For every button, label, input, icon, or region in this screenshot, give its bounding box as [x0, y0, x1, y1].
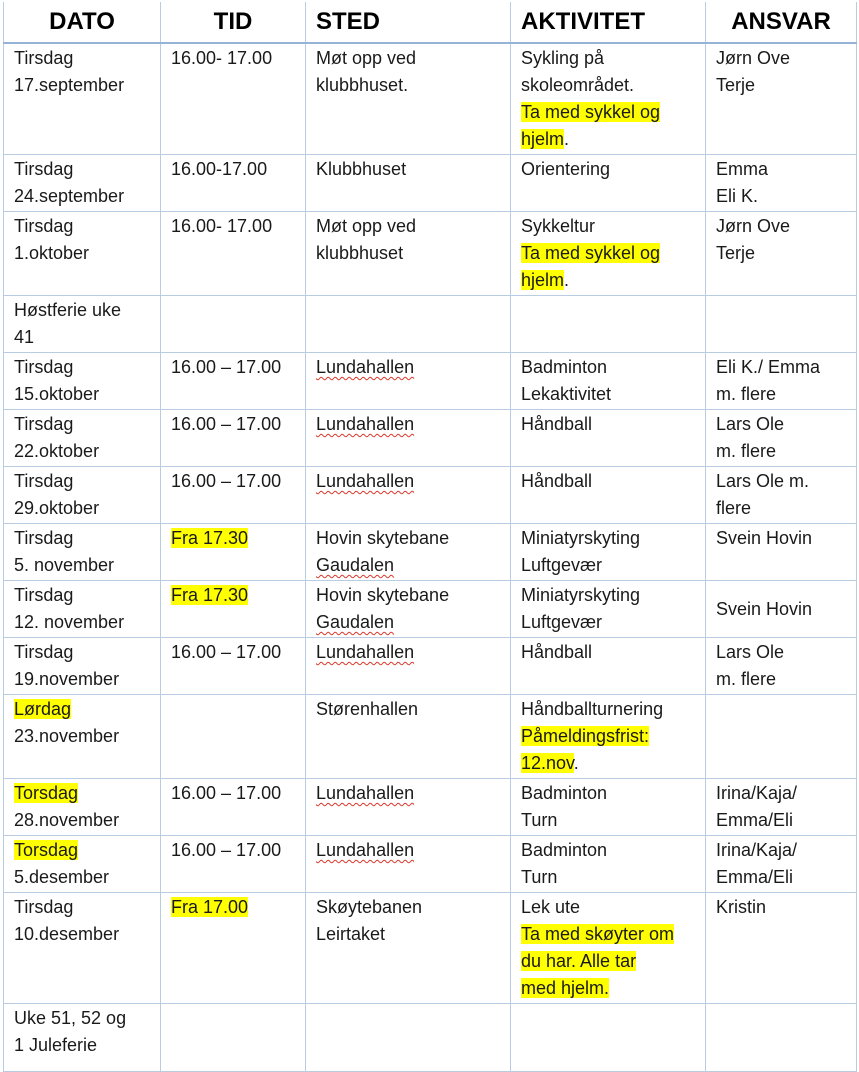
dato-day: Torsdag [14, 840, 79, 860]
sted-text: Lundahallen [316, 840, 415, 860]
sted-line2: Gaudalen [316, 612, 395, 632]
cell-aktivitet: Orientering [511, 155, 706, 212]
dato-day: Torsdag [14, 783, 79, 803]
ansvar-text: Lars Ole m. flere [716, 642, 785, 689]
cell-tid: 16.00 – 17.00 [161, 779, 306, 836]
table-row [4, 155, 857, 212]
cell-dato: Tirsdag 22.oktober [4, 410, 161, 467]
cell-aktivitet: Badminton Lekaktivitet [511, 353, 706, 410]
cell-dato: Tirsdag 10.desember [4, 893, 161, 1004]
cell-aktivitet: Miniatyrskyting Luftgevær [511, 581, 706, 638]
aktivitet-note-tail: . [564, 129, 570, 149]
cell-tid: 16.00 – 17.00 [161, 836, 306, 893]
cell-dato: Tirsdag 24.september [4, 155, 161, 212]
cell-sted: Møt opp ved klubbhuset. [306, 43, 511, 155]
table-row [4, 695, 857, 779]
cell-aktivitet: Håndball [511, 467, 706, 524]
cell-sted [306, 1004, 511, 1072]
cell-ansvar: Emma Eli K. [706, 155, 857, 212]
cell-ansvar [706, 1004, 857, 1072]
cell-sted [306, 524, 511, 581]
cell-tid [161, 695, 306, 779]
cell-tid [161, 893, 306, 1004]
cell-dato: Tirsdag 19.november [4, 638, 161, 695]
aktivitet-note: Ta med sykkel og hjelm [521, 243, 661, 290]
cell-ansvar: Jørn Ove Terje [706, 43, 857, 155]
cell-aktivitet [511, 1004, 706, 1072]
cell-aktivitet [511, 893, 706, 1004]
cell-sted [306, 779, 511, 836]
cell-sted: Størenhallen [306, 695, 511, 779]
schedule-table [3, 2, 857, 1072]
sted-text: Lundahallen [316, 642, 415, 662]
cell-ansvar: Lars Ole m. flere [706, 467, 857, 524]
cell-sted [306, 581, 511, 638]
table-row [4, 467, 857, 524]
sted-text: Lundahallen [316, 471, 415, 491]
cell-ansvar [706, 695, 857, 779]
cell-dato: Tirsdag 15.oktober [4, 353, 161, 410]
cell-ansvar: Jørn Ove Terje [706, 212, 857, 296]
cell-sted [306, 467, 511, 524]
sted-line2: Gaudalen [316, 555, 395, 575]
aktivitet-note: Ta med skøyter om du har. Alle tar med hjelm. [521, 924, 675, 998]
cell-ansvar: Kristin [706, 893, 857, 1004]
cell-sted [306, 353, 511, 410]
sted-text: Lundahallen [316, 783, 415, 803]
aktivitet-note-tail: . [573, 753, 579, 773]
table-row [4, 296, 857, 353]
cell-aktivitet: Badminton Turn [511, 779, 706, 836]
cell-dato: Tirsdag 5. november [4, 524, 161, 581]
table-row [4, 581, 857, 638]
ansvar-text: Svein Hovin [716, 598, 813, 619]
header-aktivitet: AKTIVITET [511, 2, 706, 43]
cell-dato: Tirsdag 29.oktober [4, 467, 161, 524]
cell-aktivitet [511, 43, 706, 155]
cell-dato [4, 779, 161, 836]
dato-date: 28.november [14, 810, 120, 830]
table-row [4, 410, 857, 467]
cell-dato: Høstferie uke 41 [4, 296, 161, 353]
tid-text: Fra 17.30 [171, 585, 249, 605]
dato-day: Lørdag [14, 699, 72, 719]
cell-tid [161, 524, 306, 581]
cell-dato: Uke 51, 52 og 1 Juleferie [4, 1004, 161, 1072]
table-row [4, 524, 857, 581]
aktivitet-text: Sykkeltur [521, 216, 596, 236]
cell-ansvar [706, 638, 857, 695]
cell-ansvar [706, 296, 857, 353]
table-row [4, 1004, 857, 1072]
dato-date: 23.november [14, 726, 120, 746]
cell-sted [306, 836, 511, 893]
cell-tid [161, 296, 306, 353]
sted-text: Lundahallen [316, 414, 415, 434]
cell-tid: 16.00-17.00 [161, 155, 306, 212]
cell-dato: Tirsdag 17.september [4, 43, 161, 155]
aktivitet-text: Lek ute [521, 897, 581, 917]
cell-dato: Tirsdag 1.oktober [4, 212, 161, 296]
dato-date: 5.desember [14, 867, 110, 887]
table-row [4, 893, 857, 1004]
cell-aktivitet [511, 695, 706, 779]
sted-text: Lundahallen [316, 357, 415, 377]
cell-sted [306, 296, 511, 353]
cell-dato: Tirsdag 12. november [4, 581, 161, 638]
header-ansvar: ANSVAR [706, 2, 857, 43]
header-tid: TID [161, 2, 306, 43]
cell-aktivitet: Badminton Turn [511, 836, 706, 893]
cell-ansvar: Irina/Kaja/ Emma/Eli [706, 779, 857, 836]
cell-dato [4, 836, 161, 893]
cell-ansvar [706, 581, 857, 638]
cell-ansvar: Svein Hovin [706, 524, 857, 581]
cell-ansvar: Irina/Kaja/ Emma/Eli [706, 836, 857, 893]
table-row [4, 779, 857, 836]
cell-dato [4, 695, 161, 779]
tid-text: Fra 17.30 [171, 528, 249, 548]
cell-sted: Klubbhuset [306, 155, 511, 212]
cell-sted: Møt opp ved klubbhuset [306, 212, 511, 296]
table-row [4, 353, 857, 410]
header-dato: DATO [4, 2, 161, 43]
cell-aktivitet: Miniatyrskyting Luftgevær [511, 524, 706, 581]
cell-tid [161, 1004, 306, 1072]
cell-aktivitet: Håndball [511, 638, 706, 695]
sted-line1: Hovin skytebane [316, 585, 450, 605]
table-row [4, 638, 857, 695]
cell-sted [306, 638, 511, 695]
table-row [4, 836, 857, 893]
header-sted: STED [306, 2, 511, 43]
aktivitet-text: Sykling på skoleområdet. [521, 48, 635, 95]
cell-tid: 16.00 – 17.00 [161, 467, 306, 524]
aktivitet-note-tail: . [564, 270, 570, 290]
cell-sted [306, 410, 511, 467]
header-row [4, 2, 857, 43]
aktivitet-note: Ta med sykkel og hjelm [521, 102, 661, 149]
tid-text: Fra 17.00 [171, 897, 249, 917]
cell-sted: Skøytebanen Leirtaket [306, 893, 511, 1004]
aktivitet-note: Påmeldingsfrist: 12.nov [521, 726, 650, 773]
table-row [4, 212, 857, 296]
table-row [4, 43, 857, 155]
cell-ansvar: Eli K./ Emma m. flere [706, 353, 857, 410]
cell-tid: 16.00 – 17.00 [161, 353, 306, 410]
cell-aktivitet [511, 212, 706, 296]
cell-aktivitet [511, 296, 706, 353]
cell-ansvar: Lars Ole m. flere [706, 410, 857, 467]
cell-tid: 16.00 – 17.00 [161, 410, 306, 467]
sted-line1: Hovin skytebane [316, 528, 450, 548]
aktivitet-text: Håndballturnering [521, 699, 664, 719]
cell-tid [161, 581, 306, 638]
cell-aktivitet: Håndball [511, 410, 706, 467]
cell-tid: 16.00 – 17.00 [161, 638, 306, 695]
cell-tid: 16.00- 17.00 [161, 43, 306, 155]
cell-tid: 16.00- 17.00 [161, 212, 306, 296]
